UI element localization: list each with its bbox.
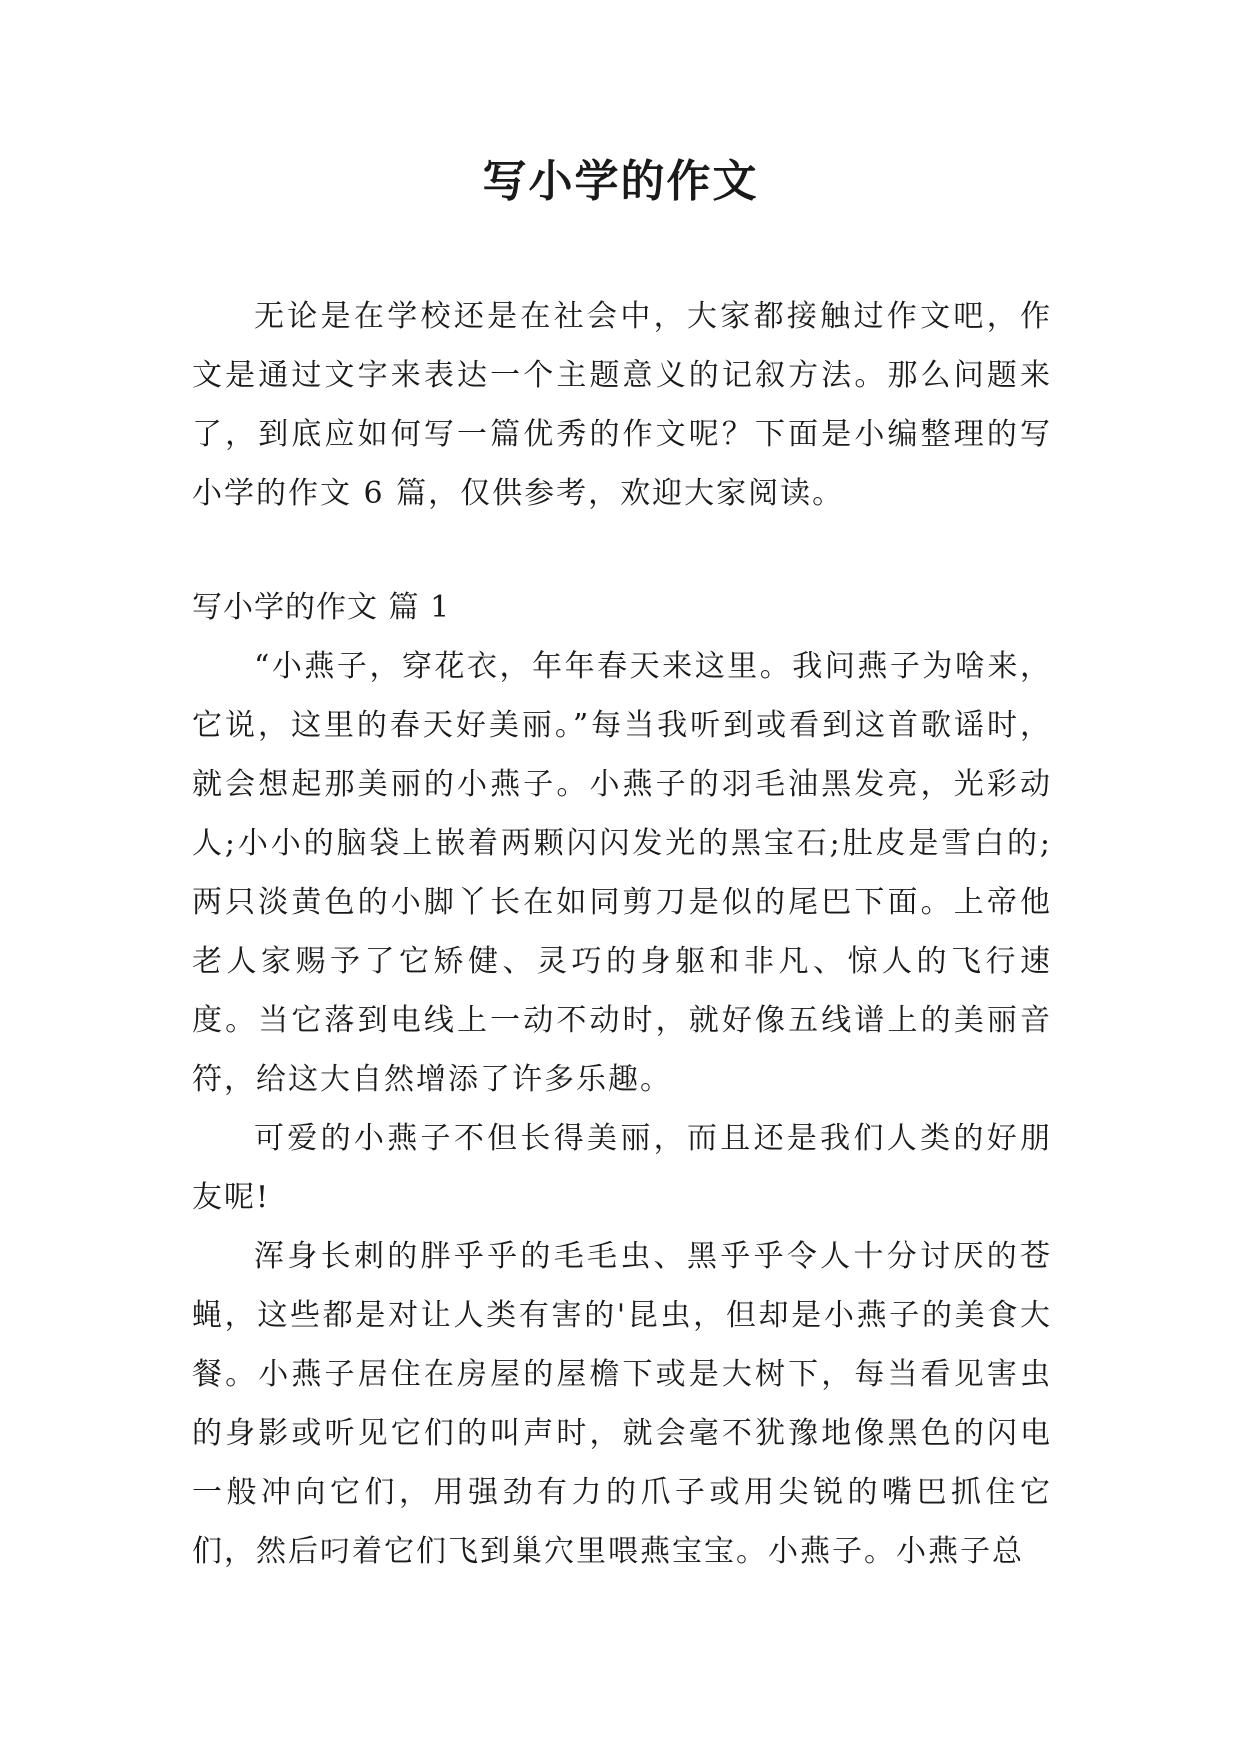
section-heading: 写小学的作文 篇 1 — [192, 590, 451, 625]
article-body — [192, 637, 1052, 1581]
article-paragraph-3: 浑身长刺的胖乎乎的毛毛虫、黑乎乎令人十分讨厌的苍蝇，这些都是对让人类有害的'昆虫，但却是小燕子的美食大餐。小燕子居住在房屋的屋檐下或是大树下，每当看见害虫的身影或听见它们的叫声时，就会毫不犹豫地像黑色的闪电一般冲向它们，用强劲有力的爪子或用尖锐的嘴巴抓住它们，然后叼着它们飞到巢穴里喂燕宝宝。小燕子。小燕子总 — [192, 1239, 1052, 1569]
intro-paragraph — [192, 287, 1052, 523]
article-paragraph-1: “小燕子，穿花衣，年年春天来这里。我问燕子为啥来，它说，这里的春天好美丽。”每当我听到或看到这首歌谣时，就会想起那美丽的小燕子。小燕子的羽毛油黑发亮，光彩动人;小小的脑袋上嵌着两颗闪闪发光的黑宝石;肚皮是雪白的;两只淡黄色的小脚丫长在如同剪刀是似的尾巴下面。上帝他老人家赐予了它矫健、灵巧的身躯和非凡、惊人的飞行速度。当它落到电线上一动不动时，就好像五线谱上的美丽音符，给这大自然增添了许多乐趣。 — [192, 649, 1052, 1097]
intro-text: 无论是在学校还是在社会中，大家都接触过作文吧，作文是通过文字来表达一个主题意义的记叙方法。那么问题来了，到底应如何写一篇优秀的作文呢？下面是小编整理的写小学的作文 6 篇，仅供参考，欢迎大家阅读。 — [192, 299, 1052, 511]
document-title: 写小学的作文 — [482, 156, 759, 207]
article-paragraph-2: 可爱的小燕子不但长得美丽，而且还是我们人类的好朋友呢! — [192, 1121, 1052, 1215]
